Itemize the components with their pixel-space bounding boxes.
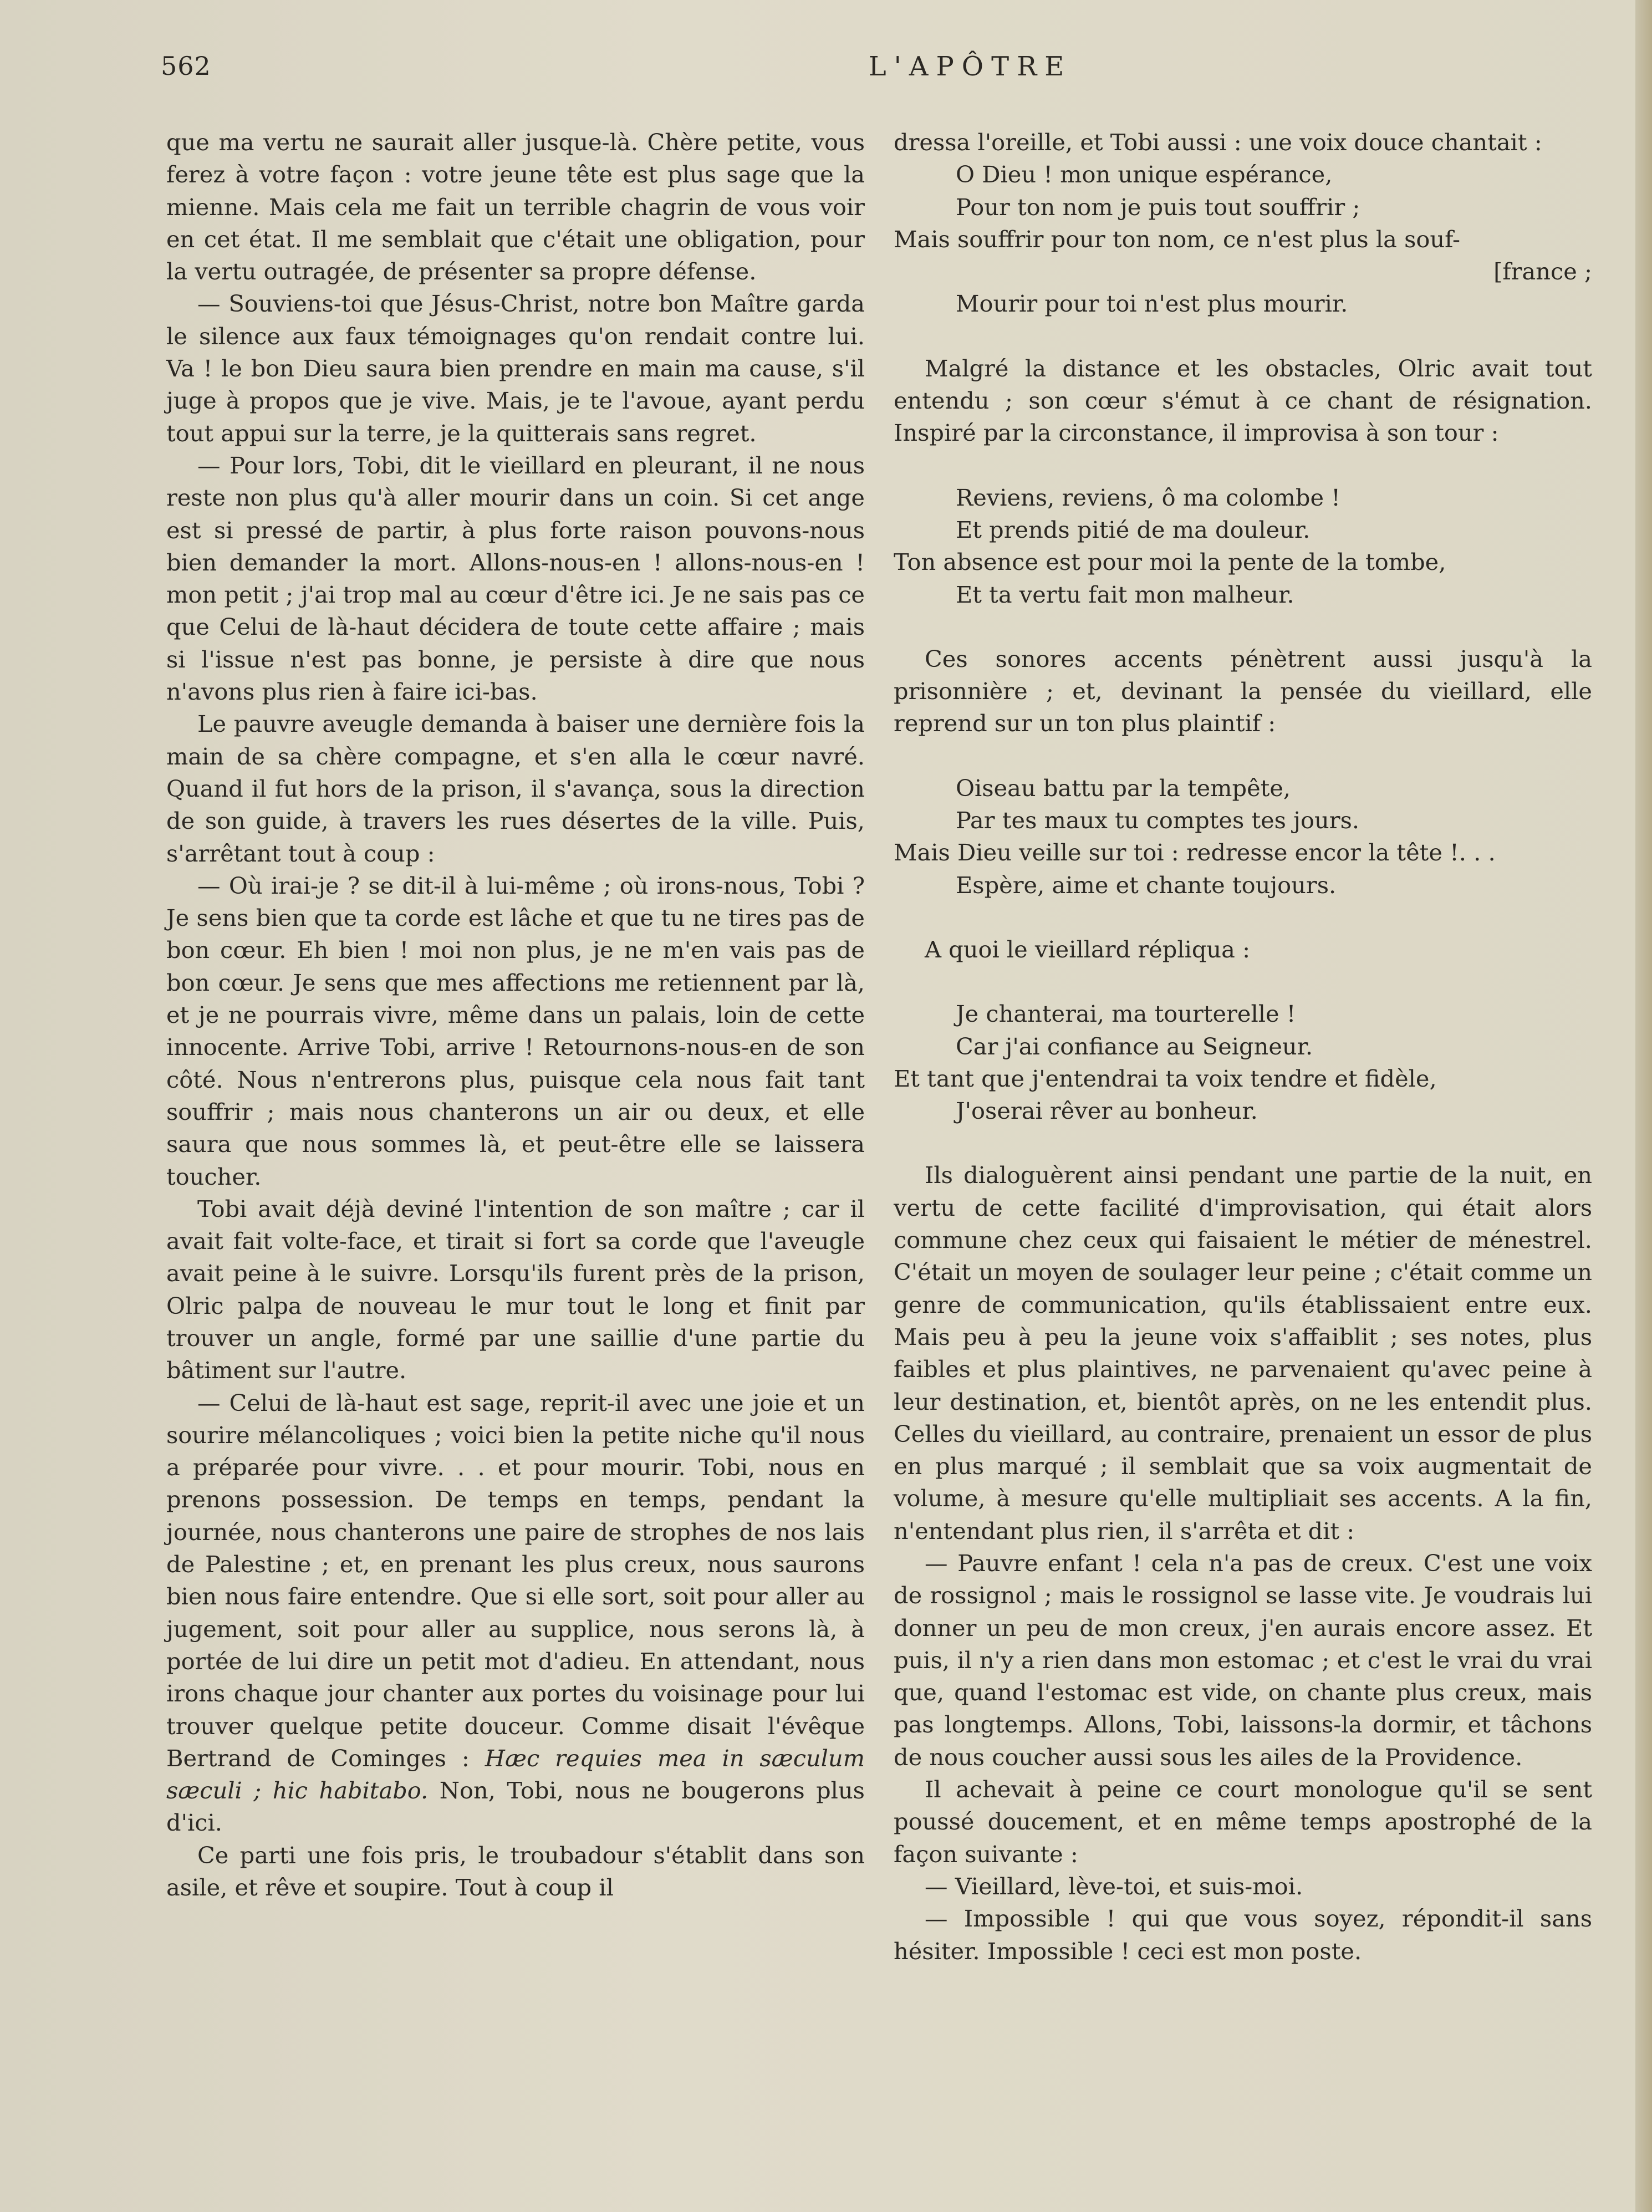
paragraph: — Souviens-toi que Jésus-Christ, notre bon Maître garda le silence aux faux témoignages qu'on rendait contre lui. Va ! le bon Dieu saura bien prendre en main ma cause, s'il juge à propos que je vive. Mais, je te l'avoue, ayant perdu tout appui sur la terre, je la quitterais sans regret. — [166, 290, 865, 447]
verse-line: Et prends pitié de ma douleur. — [956, 516, 1311, 543]
spacer — [894, 740, 1592, 772]
paragraph-text: Non, Tobi, nous ne bougerons plus d'ici. — [166, 1777, 865, 1837]
verse-line: [france ; — [1493, 258, 1592, 286]
running-title: L'APÔTRE — [868, 51, 1072, 82]
paragraph: — Vieillard, lève-toi, et suis-moi. — [925, 1872, 1303, 1900]
paragraph: Tobi avait déjà deviné l'intention de son maître ; car il avait fait volte-face, et tirait si fort sa corde que l'aveugle avait peine à le suivre. Lorsqu'ils furent près de la prison, Olric palpa de nouveau le mur tout le long et finit par trouver un angle, formé par une saillie d'une partie du bâtiment sur l'autre. — [166, 1195, 865, 1384]
verse-line: Pour ton nom je puis tout souffrir ; — [956, 193, 1360, 221]
paragraph: Le pauvre aveugle demanda à baiser une dernière fois la main de sa chère compagne, et s'en alla le cœur navré. Quand il fut hors de la prison, il s'avança, sous la direction de son guide, à travers les rues désertes de la ville. Puis, s'arrêtant tout à coup : — [166, 710, 865, 867]
verse-line: Et ta vertu fait mon malheur. — [956, 580, 1294, 608]
verse-stanza — [894, 482, 1592, 611]
verse-stanza — [894, 159, 1592, 320]
verse-line: Ton absence est pour moi la pente de la tombe, — [894, 548, 1446, 576]
spacer — [894, 450, 1592, 482]
page-number: 562 — [161, 51, 211, 81]
verse-line: Et tant que j'entendrai ta voix tendre et fidèle, — [894, 1064, 1437, 1092]
paragraph-text: — Celui de là-haut est sage, reprit-il avec une joie et un sourire mélancoliques ; voici bien la petite niche qu'il nous a préparée pour vivre. . . et pour mourir. Tobi, nous en prenons possession. De temps en temps, pendant la journée, nous chanterons une paire de strophes de nos lais de Palestine ; et, en prenant les plus creux, nous saurons bien nous faire entendre. Que si elle sort, soit pour aller au jugement, soit pour aller au supplice, nous serons là, à portée de lui dire un petit mot d'adieu. En attendant, nous irons chaque jour chanter aux portes du voisinage pour lui trouver quelque petite douceur. Comme disait l'évêque Bertrand de Cominges : — [166, 1389, 865, 1772]
paragraph: — Pauvre enfant ! cela n'a pas de creux. C'est une voix de rossignol ; mais le rossignol se lasse vite. Je voudrais lui donner un peu de mon creux, j'en aurais encore assez. Et puis, il n'y a rien dans mon estomac ; et c'est le vrai du vrai que, quand l'estomac est vide, on chante plus creux, mais pas longtemps. Allons, Tobi, laissons-la dormir, et tâchons de nous coucher aussi sous les ailes de la Providence. — [894, 1549, 1592, 1771]
paragraph: — Pour lors, Tobi, dit le vieillard en pleurant, il ne nous reste non plus qu'à aller mourir dans un coin. Si cet ange est si pressé de partir, à plus forte raison pouvons-nous bien demander la mort. Allons-nous-en ! allons-nous-en ! mon petit ; j'ai trop mal au cœur d'être ici. Je ne sais pas ce que Celui de là-haut décidera de toute cette affaire ; mais si l'issue n'est pas bonne, je persiste à dire que nous n'avons plus rien à faire ici-bas. — [166, 451, 865, 706]
verse-line: Mais souffrir pour ton nom, ce n'est plus la souf- — [894, 225, 1460, 253]
left-column — [166, 126, 865, 1904]
spacer — [894, 901, 1592, 934]
paragraph: — Impossible ! qui que vous soyez, répondit-il sans hésiter. Impossible ! ceci est mon poste. — [894, 1905, 1592, 1965]
paragraph: Ces sonores accents pénètrent aussi jusqu'à la prisonnière ; et, devinant la pensée du vieillard, elle reprend sur un ton plus plaintif : — [894, 645, 1592, 737]
spacer — [894, 320, 1592, 353]
spacer — [894, 1127, 1592, 1159]
paragraph: — Où irai-je ? se dit-il à lui-même ; où irons-nous, Tobi ? Je sens bien que ta corde est lâche et que tu ne tires pas de bon cœur. Eh bien ! moi non plus, je ne m'en vais pas de bon cœur. Je sens que mes affections me retiennent par là, et je ne pourrais vivre, même dans un palais, loin de cette innocente. Arrive Tobi, arrive ! Retournons-nous-en de son côté. Nous n'entrerons plus, puisque cela nous fait tant souffrir ; mais nous chanterons un air ou deux, et elle saura que nous sommes là, et peut-être elle se laissera toucher. — [166, 871, 865, 1190]
paragraph: Ils dialoguèrent ainsi pendant une partie de la nuit, en vertu de cette facilité d'improvisation, qui était alors commune chez ceux qui faisaient le métier de ménestrel. C'était un moyen de soulager leur peine ; c'était comme un genre de communication, qu'ils établissaient entre eux. Mais peu à peu la jeune voix s'affaiblit ; ses notes, plus faibles et plus plaintives, ne parvenaient qu'avec peine à leur destination, et, bientôt après, on ne les entendit plus. Celles du vieillard, au contraire, prenaient un essor de plus en plus marqué ; il semblait que sa voix augmentait de volume, à mesure qu'elle multipliait ses accents. A la fin, n'entendant plus rien, il s'arrêta et dit : — [894, 1161, 1592, 1545]
paragraph: dressa l'oreille, et Tobi aussi : une voix douce chantait : — [894, 129, 1542, 156]
spacer — [894, 611, 1592, 643]
spacer — [894, 966, 1592, 998]
paragraph: A quoi le vieillard répliqua : — [925, 935, 1251, 963]
verse-line: J'oserai rêver au bonheur. — [956, 1097, 1258, 1125]
verse-line: Par tes maux tu comptes tes jours. — [956, 807, 1360, 834]
paragraph: Malgré la distance et les obstacles, Olric avait tout entendu ; son cœur s'émut à ce chant de résignation. Inspiré par la circonstance, il improvisa à son tour : — [894, 354, 1592, 447]
verse-stanza — [894, 772, 1592, 901]
paragraph: que ma vertu ne saurait aller jusque-là. Chère petite, vous ferez à votre façon : votre jeune tête est plus sage que la mienne. Mais cela me fait un terrible chagrin de vous voir en cet état. Il me semblait que c'était une obligation, pour la vertu outragée, de présenter sa propre défense. — [166, 129, 865, 286]
verse-line: Car j'ai confiance au Seigneur. — [956, 1032, 1313, 1060]
verse-line: Oiseau battu par la tempête, — [956, 774, 1291, 802]
right-column — [894, 126, 1592, 1968]
verse-line: Reviens, reviens, ô ma colombe ! — [956, 483, 1340, 511]
verse-line: Espère, aime et chante toujours. — [956, 871, 1337, 899]
paragraph: Ce parti une fois pris, le troubadour s'établit dans son asile, et rêve et soupire. Tout à coup il — [166, 1841, 865, 1902]
verse-line: Mourir pour toi n'est plus mourir. — [956, 290, 1348, 318]
paragraph: Il achevait à peine ce court monologue qu'il se sent poussé doucement, et en même temps apostrophé de la façon suivante : — [894, 1776, 1592, 1868]
verse-line: Mais Dieu veille sur toi : redresse encor la tête !. . . — [894, 839, 1496, 867]
page-edge — [1635, 0, 1652, 2212]
verse-stanza — [894, 998, 1592, 1127]
verse-line: O Dieu ! mon unique espérance, — [956, 161, 1333, 188]
paragraph — [166, 1387, 865, 1839]
latin-quote: Hæc requies mea in sæculum sæculi ; hic habitabo. — [166, 1744, 865, 1805]
verse-line: Je chanterai, ma tourterelle ! — [956, 1000, 1296, 1028]
